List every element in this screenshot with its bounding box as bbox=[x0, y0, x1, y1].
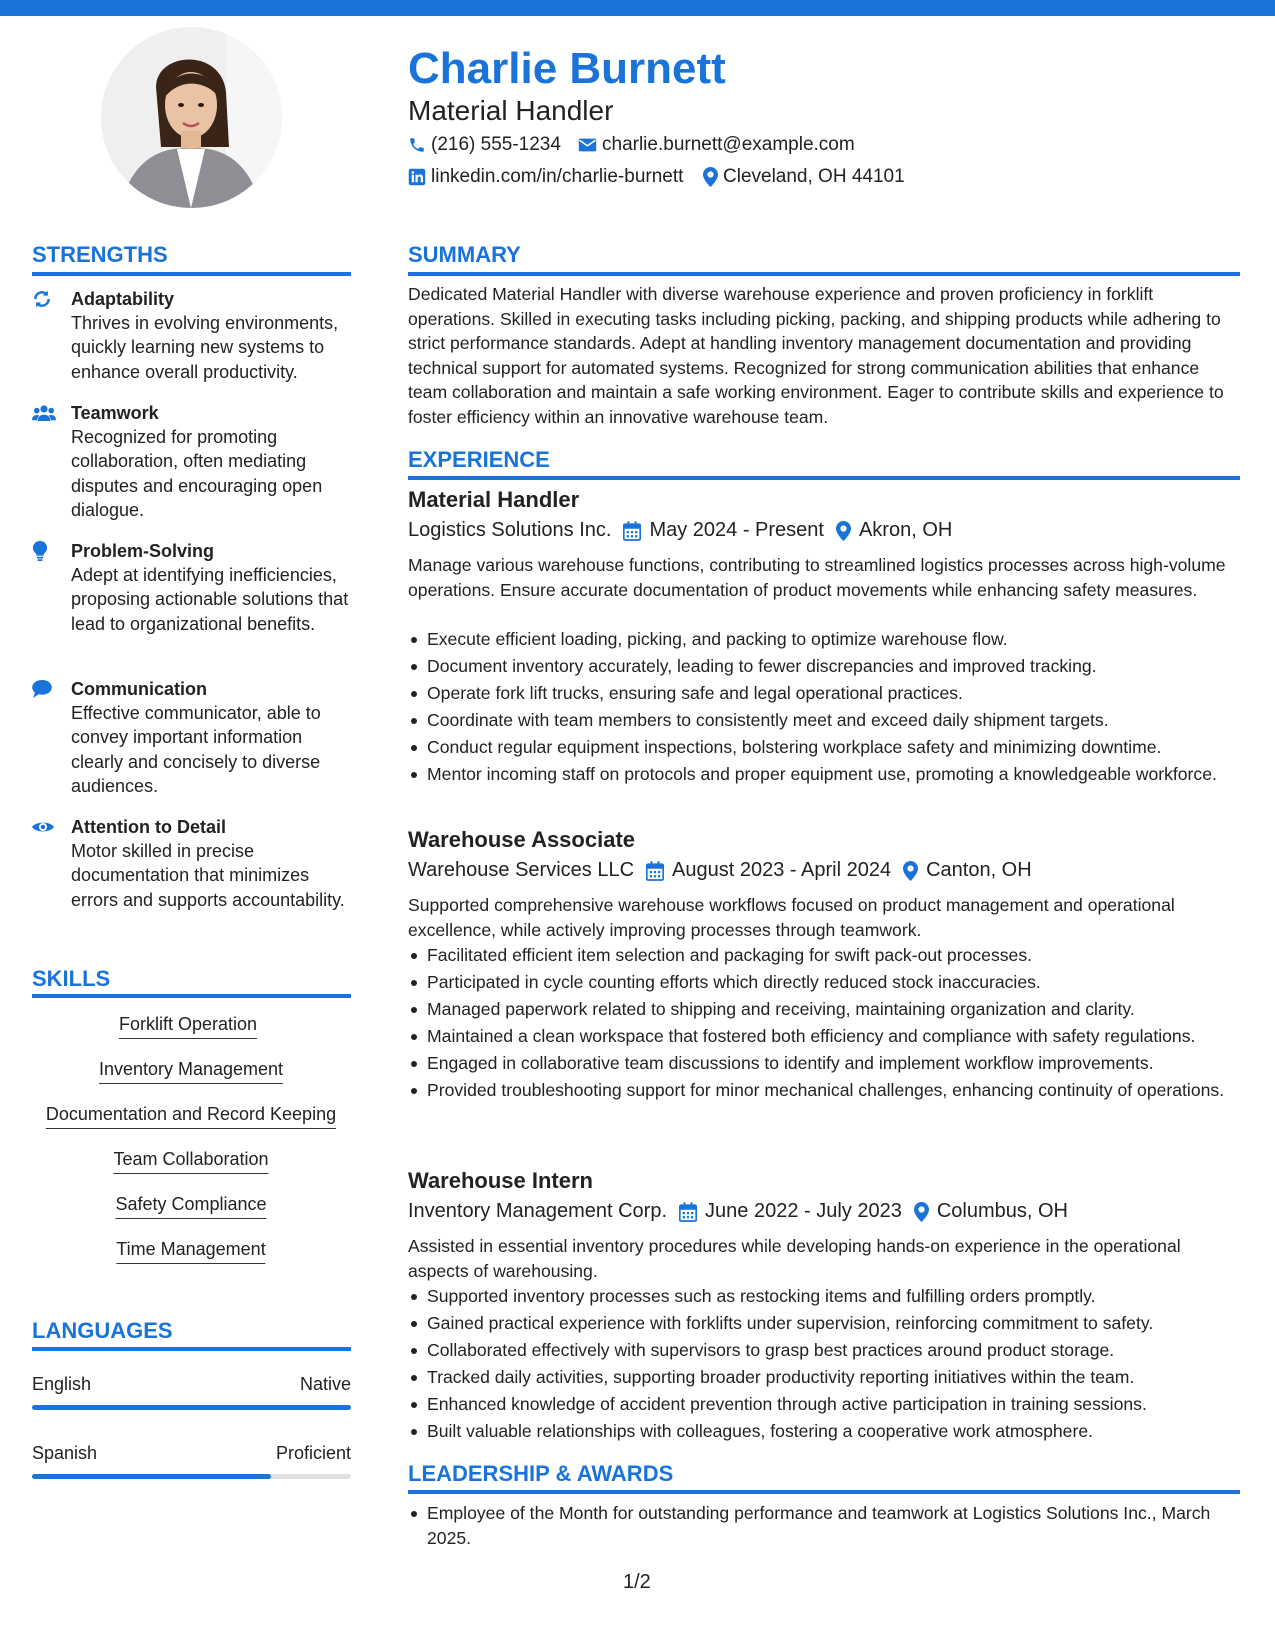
skill-tag: Team Collaboration bbox=[113, 1149, 268, 1174]
summary-heading: SUMMARY bbox=[408, 242, 521, 267]
strength-description: Motor skilled in precise documentation that minimizes errors and supports accountability. bbox=[71, 841, 345, 910]
job-location: Akron, OH bbox=[858, 519, 953, 541]
language-proficiency-bar bbox=[32, 1474, 351, 1479]
strength-title: Problem-Solving bbox=[71, 540, 215, 561]
list-item: Supported inventory processes such as restocking items and fulfilling orders promptly. bbox=[408, 1284, 1240, 1309]
phone-number: (216) 555-1234 bbox=[431, 134, 561, 155]
job-meta bbox=[408, 1200, 1068, 1223]
skill-tag: Forklift Operation bbox=[119, 1014, 257, 1039]
list-item: Tracked daily activities, supporting broader productivity reporting initiatives within the team. bbox=[408, 1365, 1240, 1390]
strength-title: Communication bbox=[71, 678, 208, 699]
list-item: Enhanced knowledge of accident prevention through active participation in training sessions. bbox=[408, 1392, 1240, 1417]
job-summary: Assisted in essential inventory procedures while developing hands-on experience in the operational aspects of warehousing. bbox=[408, 1236, 1181, 1281]
language-name: English bbox=[32, 1374, 92, 1394]
eye-icon bbox=[32, 819, 71, 835]
strength-description: Recognized for promoting collaboration, often mediating disputes and encouraging open dialogue. bbox=[71, 427, 323, 520]
map-pin-icon bbox=[903, 861, 918, 881]
list-item: Engaged in collaborative team discussions to identify and implement workflow improvements. bbox=[408, 1051, 1240, 1076]
experience-heading: EXPERIENCE bbox=[408, 447, 550, 472]
job-bullet-list bbox=[408, 1284, 1240, 1446]
list-item: Execute efficient loading, picking, and packing to optimize warehouse flow. bbox=[408, 627, 1240, 652]
list-item: Maintained a clean workspace that fostered both efficiency and compliance with safety regulations. bbox=[408, 1024, 1240, 1049]
email-contact[interactable] bbox=[578, 134, 855, 156]
job-meta bbox=[408, 859, 1032, 882]
calendar-icon bbox=[646, 861, 664, 881]
map-pin-icon bbox=[836, 521, 851, 541]
top-accent-bar bbox=[0, 0, 1275, 16]
map-pin-icon bbox=[703, 167, 718, 187]
strength-description: Effective communicator, able to convey important information clearly and concisely to diverse audiences. bbox=[71, 703, 321, 796]
calendar-icon bbox=[623, 521, 641, 541]
company-name: Inventory Management Corp. bbox=[408, 1200, 668, 1222]
language-proficiency-fill bbox=[32, 1474, 271, 1479]
strength-description: Adept at identifying inefficiencies, proposing actionable solutions that lead to organizational benefits. bbox=[71, 565, 349, 634]
sync-icon bbox=[32, 289, 71, 309]
phone-contact[interactable] bbox=[408, 134, 561, 156]
skill-tag: Time Management bbox=[116, 1239, 265, 1264]
strength-item bbox=[32, 539, 352, 636]
location-contact bbox=[703, 166, 905, 188]
linkedin-contact[interactable] bbox=[408, 166, 683, 188]
list-item: Facilitated efficient item selection and packaging for swift pack-out processes. bbox=[408, 943, 1240, 968]
job-title-heading: Material Handler bbox=[408, 95, 614, 126]
page-number: 1/2 bbox=[623, 1571, 651, 1593]
list-item: Employee of the Month for outstanding performance and teamwork at Logistics Solutions Inc., March 2025. bbox=[408, 1501, 1240, 1550]
linkedin-icon bbox=[408, 168, 426, 186]
skills-rule bbox=[32, 994, 351, 998]
calendar-icon bbox=[679, 1202, 697, 1222]
strength-title: Attention to Detail bbox=[71, 816, 226, 837]
list-item: Mentor incoming staff on protocols and proper equipment use, promoting a knowledgeable workforce. bbox=[408, 762, 1240, 787]
list-item: Participated in cycle counting efforts which directly reduced stock inaccuracies. bbox=[408, 970, 1240, 995]
leadership-heading: LEADERSHIP & AWARDS bbox=[408, 1461, 674, 1486]
experience-rule bbox=[408, 476, 1240, 480]
language-name: Spanish bbox=[32, 1443, 98, 1463]
skill-tag: Documentation and Record Keeping bbox=[46, 1104, 336, 1129]
company-name: Warehouse Services LLC bbox=[408, 859, 635, 881]
strength-title: Teamwork bbox=[71, 402, 159, 423]
profile-photo bbox=[101, 27, 282, 208]
company-name: Logistics Solutions Inc. bbox=[408, 519, 612, 541]
skill-tag: Safety Compliance bbox=[115, 1194, 266, 1219]
awards-list bbox=[408, 1501, 1240, 1553]
skill-tag: Inventory Management bbox=[99, 1059, 283, 1084]
languages-rule bbox=[32, 1347, 351, 1351]
strength-item bbox=[32, 401, 352, 522]
language-row bbox=[32, 1443, 351, 1464]
summary-text: Dedicated Material Handler with diverse warehouse experience and proven proficiency in forklift operations. Skilled in executing tasks including picking, packing, and shipping products while adhering to strict performance standards. Adept at handling inventory management documentation and providing technical support for automated systems. Recognized for strong communication abilities that enhance team collaboration and maintain a safe working environment. Eager to contribute skills and experience to foster efficiency within an innovative warehouse team. bbox=[408, 284, 1224, 427]
strength-description: Thrives in evolving environments, quickly learning new systems to enhance overall productivity. bbox=[71, 313, 339, 382]
job-position-title: Warehouse Associate bbox=[408, 827, 636, 852]
job-location: Canton, OH bbox=[926, 859, 1032, 881]
language-level: Native bbox=[299, 1374, 351, 1394]
candidate-name: Charlie Burnett bbox=[408, 44, 726, 93]
users-icon bbox=[32, 404, 71, 422]
job-position-title: Material Handler bbox=[408, 487, 580, 512]
job-dates: August 2023 - April 2024 bbox=[672, 859, 892, 881]
language-level: Proficient bbox=[275, 1443, 351, 1463]
linkedin-url: linkedin.com/in/charlie-burnett bbox=[431, 166, 684, 187]
list-item: Operate fork lift trucks, ensuring safe and legal operational practices. bbox=[408, 681, 1240, 706]
list-item: Gained practical experience with forklifts under supervision, reinforcing commitment to safety. bbox=[408, 1311, 1240, 1336]
phone-icon bbox=[408, 136, 426, 154]
speech-bubble-icon bbox=[32, 680, 71, 698]
skills-heading: SKILLS bbox=[32, 966, 111, 991]
map-pin-icon bbox=[914, 1202, 929, 1222]
language-proficiency-fill bbox=[32, 1405, 351, 1410]
leadership-rule bbox=[408, 1490, 1240, 1494]
list-item: Conduct regular equipment inspections, bolstering workplace safety and minimizing downtime. bbox=[408, 735, 1240, 760]
languages-heading: LANGUAGES bbox=[32, 1318, 173, 1343]
strength-item bbox=[32, 677, 352, 798]
lightbulb-icon bbox=[32, 541, 71, 561]
strengths-rule bbox=[32, 272, 351, 276]
location-text: Cleveland, OH 44101 bbox=[723, 166, 905, 187]
email-address: charlie.burnett@example.com bbox=[602, 134, 855, 155]
list-item: Managed paperwork related to shipping and receiving, maintaining organization and clarity. bbox=[408, 997, 1240, 1022]
job-location: Columbus, OH bbox=[936, 1200, 1068, 1222]
list-item: Built valuable relationships with colleagues, fostering a cooperative work atmosphere. bbox=[408, 1419, 1240, 1444]
job-position-title: Warehouse Intern bbox=[408, 1168, 593, 1193]
list-item: Collaborated effectively with supervisors to grasp best practices around product storage. bbox=[408, 1338, 1240, 1363]
list-item: Document inventory accurately, leading to fewer discrepancies and improved tracking. bbox=[408, 654, 1240, 679]
strength-item bbox=[32, 815, 352, 912]
strength-item bbox=[32, 287, 352, 384]
job-bullet-list bbox=[408, 627, 1240, 789]
job-bullet-list bbox=[408, 943, 1240, 1105]
job-summary: Manage various warehouse functions, contributing to streamlined logistics processes across high-volume operations. Ensure accurate documentation of product movements while enhancing safety measures. bbox=[408, 555, 1226, 600]
strengths-heading: STRENGTHS bbox=[32, 242, 168, 267]
job-dates: June 2022 - July 2023 bbox=[705, 1200, 902, 1222]
job-meta bbox=[408, 519, 952, 542]
job-summary: Supported comprehensive warehouse workflows focused on product management and operational excellence, while actively improving processes through teamwork. bbox=[408, 895, 1175, 940]
language-proficiency-bar bbox=[32, 1405, 351, 1410]
job-dates: May 2024 - Present bbox=[649, 519, 824, 541]
list-item: Provided troubleshooting support for minor mechanical challenges, enhancing continuity of operations. bbox=[408, 1078, 1240, 1103]
strength-title: Adaptability bbox=[71, 288, 175, 309]
language-row bbox=[32, 1374, 351, 1395]
list-item: Coordinate with team members to consistently meet and exceed daily shipment targets. bbox=[408, 708, 1240, 733]
summary-rule bbox=[408, 272, 1240, 276]
envelope-icon bbox=[578, 137, 597, 153]
